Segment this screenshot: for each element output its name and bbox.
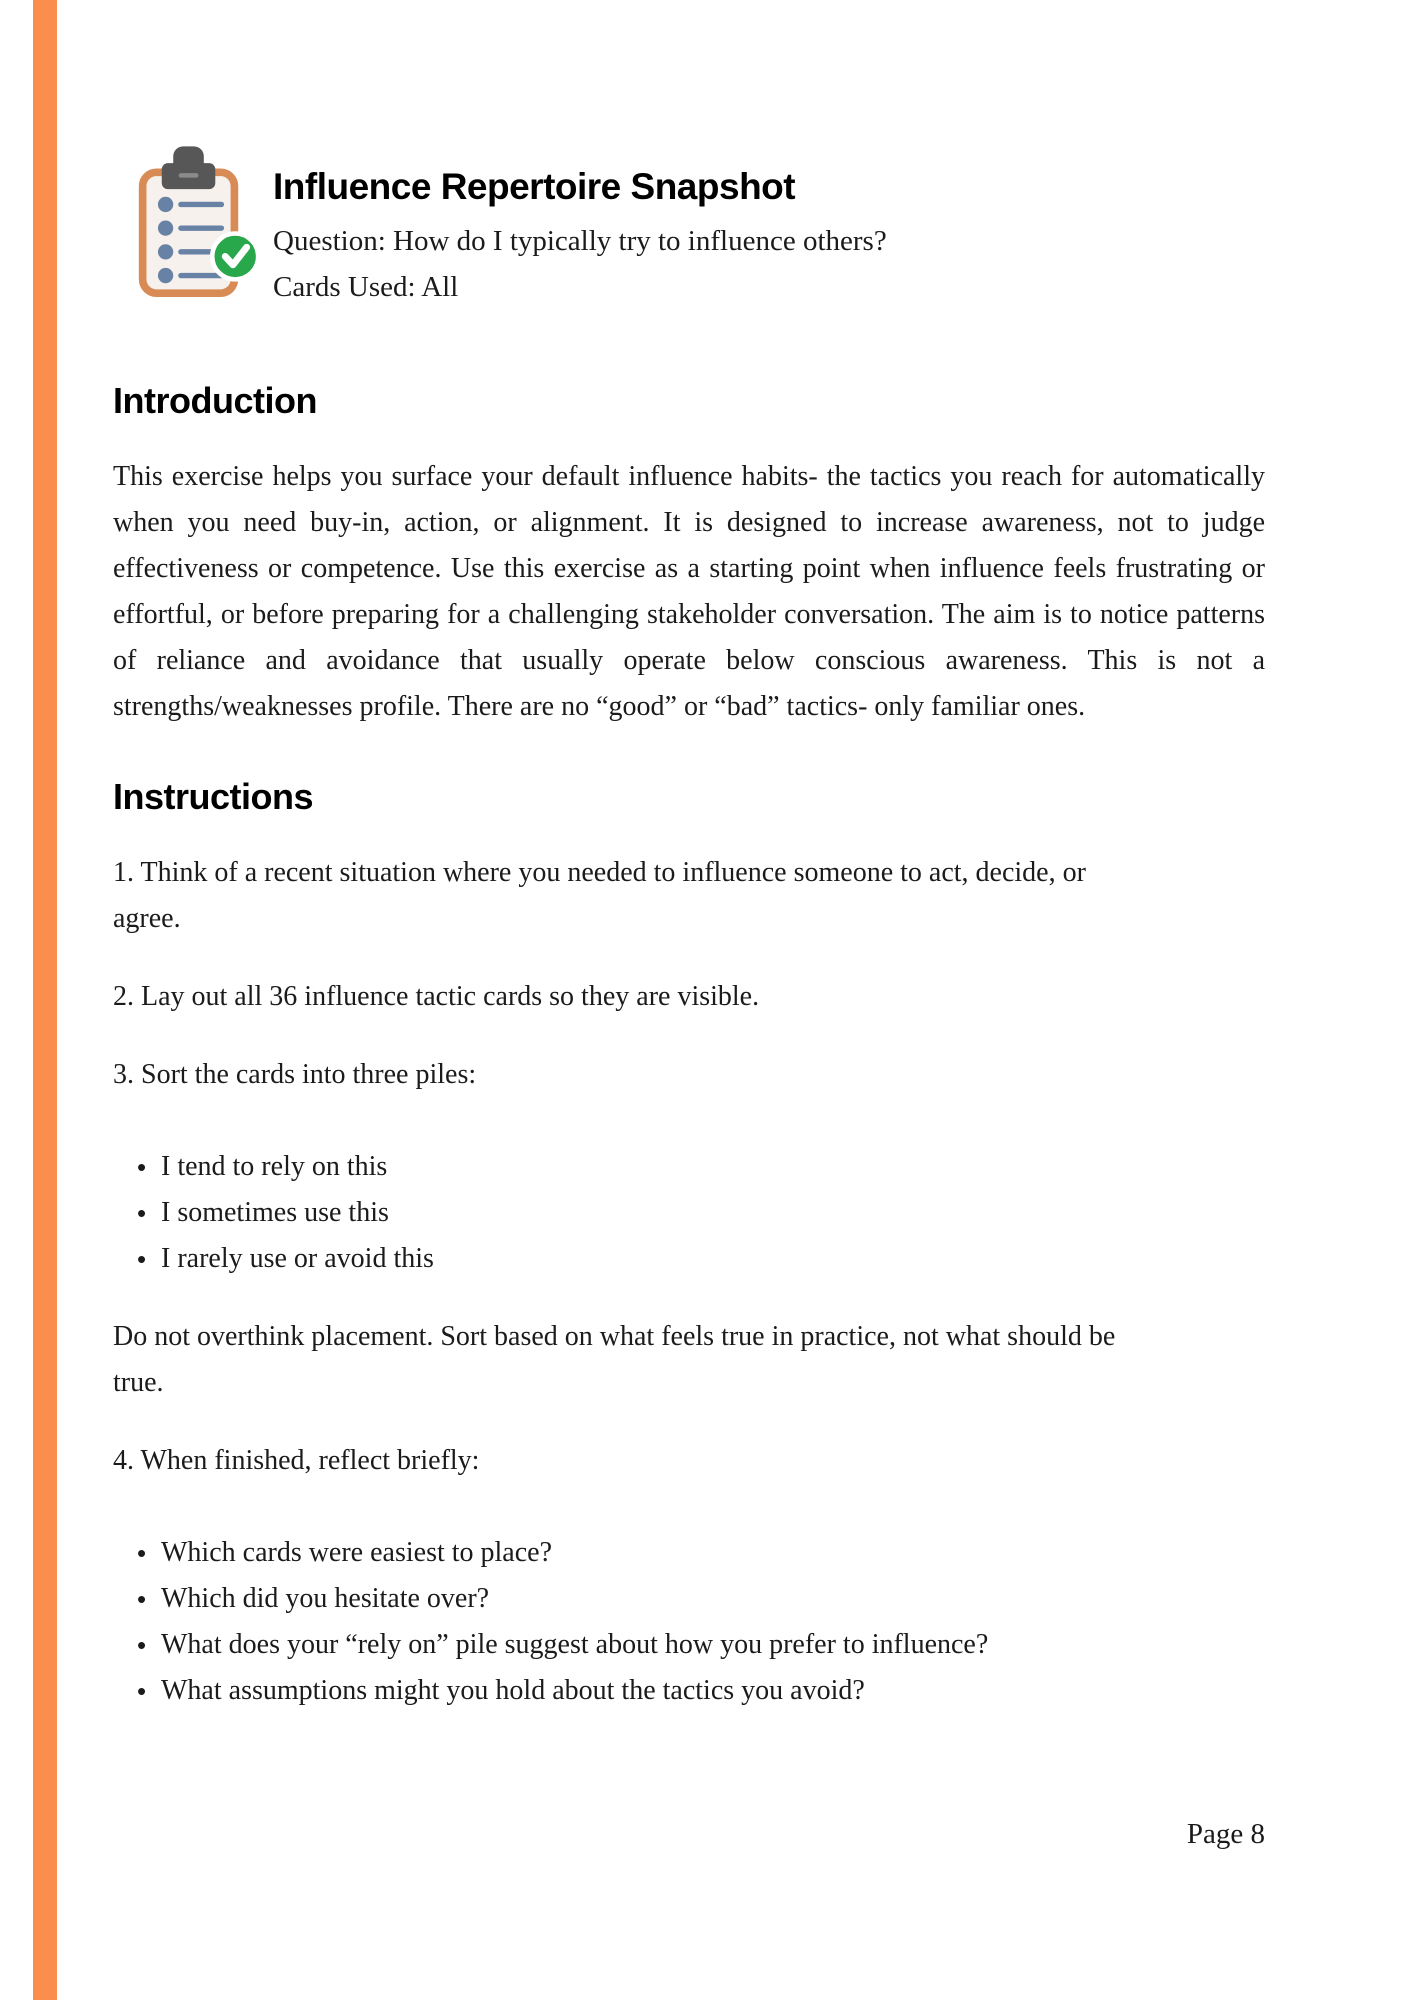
list-item: • Which cards were easiest to place? [143, 1530, 1265, 1576]
instruction-step-4: 4. When finished, reflect briefly: [113, 1445, 480, 1476]
document-page [113, 0, 1265, 1714]
instruction-step-2: 2. Lay out all 36 influence tactic cards so they are visible. [113, 981, 760, 1012]
list-item: • What assumptions might you hold about the tactics you avoid? [143, 1668, 1265, 1714]
list-item: • I rarely use or avoid this [143, 1236, 1265, 1282]
instruction-step-3: 3. Sort the cards into three piles: [113, 1059, 477, 1090]
header-cards-used: Cards Used: All [273, 271, 459, 303]
sorting-note: Do not overthink placement. Sort based on what feels true in practice, not what should be true. [113, 1321, 1116, 1398]
page-number: Page 8 [1186, 1818, 1265, 1850]
document-header [113, 140, 1265, 310]
reflection-list [113, 1530, 1265, 1714]
introduction-heading: Introduction [113, 380, 317, 421]
instructions-heading: Instructions [113, 776, 314, 817]
introduction-paragraph: This exercise helps you surface your default influence habits- the tactics you reach for automatically when you need buy-in, action, or alignment. It is designed to increase awareness, not to judge effectiveness or competence. Use this exercise as a starting point when influence feels frustrating or effortful, or before preparing for a challenging stakeholder conversation. The aim is to notice patterns of reliance and avoidance that usually operate below conscious awareness. This is not a strengths/weaknesses profile. There are no “good” or “bad” tactics- only familiar ones. [113, 461, 1265, 722]
list-item: • I sometimes use this [143, 1190, 1265, 1236]
page-title: Influence Repertoire Snapshot [273, 166, 796, 207]
accent-stripe [33, 0, 57, 2000]
list-item: • Which did you hesitate over? [143, 1576, 1265, 1622]
header-text [273, 140, 887, 310]
instruction-step-1: 1. Think of a recent situation where you needed to influence someone to act, decide, or agree. [113, 857, 1086, 934]
header-question: Question: How do I typically try to influence others? [273, 225, 887, 257]
clipboard-checklist-icon [135, 140, 265, 306]
list-item: • I tend to rely on this [143, 1144, 1265, 1190]
list-item: • What does your “rely on” pile suggest about how you prefer to influence? [143, 1622, 1265, 1668]
pile-list [113, 1144, 1265, 1282]
